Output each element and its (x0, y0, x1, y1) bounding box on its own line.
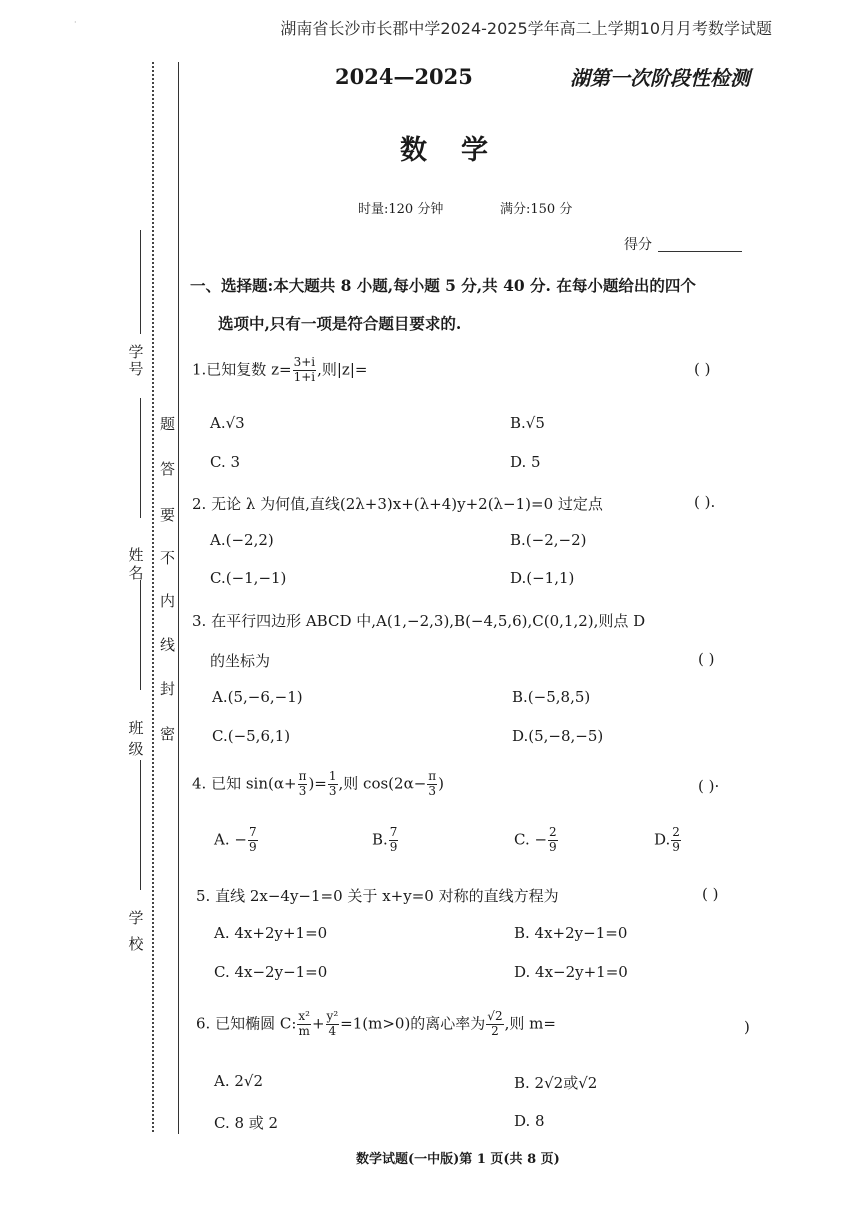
q1-num: 3+i (293, 355, 316, 369)
notice-char: 封 (160, 680, 176, 698)
option-a[interactable]: A.(−2,2) (210, 531, 274, 549)
q4-val-num: 1 (328, 769, 337, 783)
answer-paren[interactable]: ( ). (694, 493, 716, 511)
field-school (128, 906, 144, 957)
field-label: 学校 (128, 909, 144, 953)
q1-den: 1+i (293, 369, 316, 384)
class-blank[interactable] (140, 580, 141, 690)
notice-char: 密 (160, 725, 176, 743)
q4-pi-frac (298, 770, 308, 799)
q1-suffix: ,则|z|= (317, 360, 368, 379)
q4-pi-den: 3 (298, 783, 307, 798)
answer-paren[interactable]: ( ) (694, 360, 711, 378)
opt-num: 7 (248, 825, 257, 839)
option-d[interactable] (654, 826, 682, 855)
option-a[interactable] (214, 826, 259, 855)
q6-num: y² (326, 1009, 339, 1023)
field-label: 班级 (128, 719, 144, 758)
opt-den: 9 (549, 839, 557, 854)
field-label: 姓名 (128, 546, 144, 582)
score-blank[interactable] (658, 251, 742, 252)
question-6 (196, 1010, 556, 1039)
section-heading-cont: 选项中,只有一项是符合题目要求的. (218, 314, 462, 333)
q6-prefix: 6. 已知椭圆 C: (196, 1014, 297, 1033)
question-2: 2. 无论 λ 为何值,直线(2λ+3)x+(λ+4)y+2(λ−1)=0 过定点 (192, 495, 603, 513)
answer-paren[interactable]: ) (744, 1018, 750, 1036)
q4-mid2: ,则 cos(2α− (338, 774, 427, 793)
seal-line-solid (178, 62, 179, 1134)
field-label: 学号 (128, 343, 144, 379)
q4-val-frac (328, 770, 338, 799)
opt-frac (548, 826, 558, 855)
school-year: 2024—2025 (335, 64, 473, 89)
option-c[interactable]: C. 3 (210, 453, 241, 471)
option-b[interactable]: B.√5 (510, 414, 545, 432)
option-a[interactable]: A.√3 (210, 414, 245, 432)
field-class (128, 718, 144, 760)
option-b[interactable]: B. 2√2或√2 (514, 1074, 598, 1092)
field-name (128, 546, 144, 582)
option-a[interactable]: A.(5,−6,−1) (212, 688, 303, 706)
opt-den: 9 (248, 839, 257, 854)
full-score: 满分:150 分 (500, 202, 573, 217)
q4-pi-frac-2 (427, 770, 437, 799)
option-a[interactable]: A. 4x+2y+1=0 (214, 924, 328, 942)
question-5: 5. 直线 2x−4y−1=0 关于 x+y=0 对称的直线方程为 (196, 887, 559, 905)
dotted-seal-line (152, 62, 154, 1132)
question-4 (192, 770, 444, 799)
opt-prefix: D. (654, 830, 671, 849)
answer-paren[interactable]: ( ) (698, 650, 715, 668)
q4-pi-num: π (428, 769, 437, 783)
q6-den: 2 (491, 1023, 499, 1038)
exam-stage: 湖第一次阶段性检测 (570, 66, 750, 90)
section-heading: 一、选择题:本大题共 8 小题,每小题 5 分,共 40 分. 在每小题给出的四个 (190, 276, 696, 295)
question-1 (192, 356, 367, 385)
option-d[interactable]: D. 8 (514, 1112, 545, 1130)
option-b[interactable]: B. 4x+2y−1=0 (514, 924, 628, 942)
notice-char: 要 (160, 506, 176, 524)
school-blank[interactable] (140, 760, 141, 890)
q6-frac-e (486, 1010, 503, 1039)
option-d[interactable]: D. 4x−2y+1=0 (514, 963, 628, 981)
option-a[interactable]: A. 2√2 (214, 1072, 264, 1090)
option-c[interactable]: C.(−5,6,1) (212, 727, 291, 745)
notice-char: 线 (160, 636, 176, 654)
opt-num: 2 (672, 825, 680, 839)
q4-val-den: 3 (328, 783, 337, 798)
q6-frac-y (326, 1010, 340, 1039)
question-3: 3. 在平行四边形 ABCD 中,A(1,−2,3),B(−4,5,6),C(0,1,2),则点 D (192, 612, 646, 630)
notice-char: 内 (160, 592, 176, 610)
student-id-blank[interactable] (140, 230, 141, 334)
option-b[interactable] (372, 826, 399, 855)
option-d[interactable]: D.(5,−8,−5) (512, 727, 604, 745)
q4-suffix: ) (438, 774, 445, 793)
q6-den: 4 (328, 1023, 337, 1038)
option-c[interactable]: C. 8 或 2 (214, 1114, 279, 1132)
subject-title: 数学 (400, 135, 522, 166)
q4-pi-num: π (298, 769, 307, 783)
opt-frac (248, 826, 258, 855)
q1-fraction (293, 356, 317, 385)
q6-num: √2 (487, 1009, 503, 1023)
option-b[interactable]: B.(−2,−2) (510, 531, 587, 549)
q6-num: x² (298, 1009, 310, 1023)
answer-paren[interactable]: ( )· (698, 777, 720, 795)
opt-den: 9 (389, 839, 398, 854)
opt-prefix: C. − (514, 830, 548, 849)
notice-char: 答 (160, 460, 176, 478)
page-footer: 数学试题(一中版)第 1 页(共 8 页) (356, 1152, 560, 1167)
opt-num: 2 (549, 825, 557, 839)
q4-mid: )= (308, 774, 327, 793)
notice-char: 题 (160, 415, 176, 433)
answer-paren[interactable]: ( ) (702, 885, 719, 903)
corner-dot: · (74, 18, 77, 27)
option-b[interactable]: B.(−5,8,5) (512, 688, 591, 706)
opt-frac (389, 826, 399, 855)
option-c[interactable]: C.(−1,−1) (210, 569, 287, 587)
question-3-cont: 的坐标为 (210, 652, 271, 670)
q6-plus: + (311, 1014, 325, 1033)
q6-mid: =1(m>0)的离心率为 (340, 1014, 486, 1033)
option-c[interactable] (514, 826, 559, 855)
name-blank[interactable] (140, 398, 141, 518)
opt-prefix: B. (372, 830, 388, 849)
q6-suffix: ,则 m= (504, 1014, 556, 1033)
exam-time: 时量:120 分钟 (358, 202, 444, 217)
q6-den: m (298, 1023, 310, 1038)
option-d[interactable]: D. 5 (510, 453, 541, 471)
opt-prefix: A. − (214, 830, 247, 849)
q6-frac-x (297, 1010, 311, 1039)
q4-pi-den: 3 (428, 783, 437, 798)
q4-prefix: 4. 已知 sin(α+ (192, 774, 297, 793)
field-student-id (128, 344, 144, 379)
opt-num: 7 (389, 825, 398, 839)
opt-den: 9 (672, 839, 680, 854)
score-label: 得分 (624, 237, 652, 253)
option-c[interactable]: C. 4x−2y−1=0 (214, 963, 328, 981)
document-title: 湖南省长沙市长郡中学2024-2025学年高二上学期10月月考数学试题 (280, 19, 772, 38)
q1-prefix: 1.已知复数 z= (192, 360, 292, 379)
option-d[interactable]: D.(−1,1) (510, 569, 575, 587)
opt-frac (671, 826, 681, 855)
notice-char: 不 (160, 549, 176, 567)
